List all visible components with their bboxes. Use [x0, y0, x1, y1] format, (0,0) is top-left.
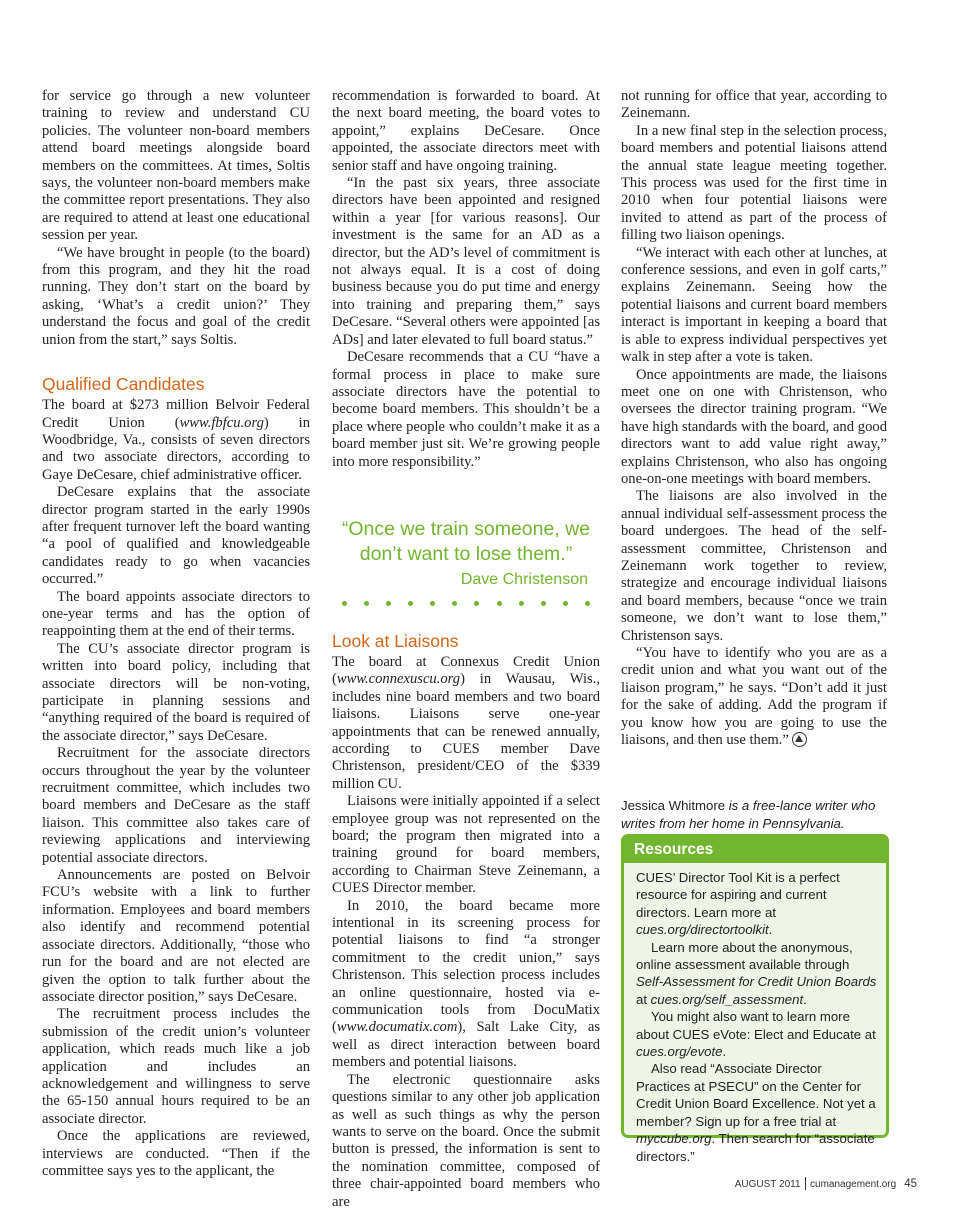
paragraph: for service go through a new volunteer training to review and understand CU policies. The volunteer non-board members attend board meetings alongside board members on the committees. At times, Soltis says, the volunteer non-board members make the committee report presentations. They also are required to attend at least one educational session per year.	[42, 88, 310, 244]
paragraph: Once appointments are made, the liaisons meet one on one with Christenson, who oversees the director training program. “We have high standards with the board, and good directors want to add value right away,” explains Christenson, who also has ongoing one-on-one meetings with board members.	[621, 366, 887, 487]
pull-quote: “Once we train someone, we don’t want to lose them.”	[341, 517, 591, 565]
resources-title: Resources	[624, 837, 886, 863]
dot-divider	[342, 601, 590, 606]
publication-title: Self-Assessment for Credit Union Boards	[636, 974, 877, 990]
resources-box	[621, 834, 889, 1164]
website: cumanagement.org	[810, 1179, 897, 1190]
author-name: Jessica Whitmore	[621, 798, 726, 814]
url-text: cues.org/directortoolkit	[636, 922, 769, 938]
paragraph: The liaisons are also involved in the annual individual self-assessment process the board undergoes. The head of the self-assessment committee, Christenson and Zeinemann work together to review, strategize and encourage individual liaisons and board members, because “once we train someone, we don’t want to lose them,” Christenson says.	[621, 488, 887, 644]
column-1	[42, 88, 310, 1180]
page-footer	[735, 1177, 917, 1192]
paragraph: In 2010, the board became more intentional in its screening process for potential liaisons to find “a stronger commitment to the credit union,” says Christenson. This selection process includes an online questionnaire, hosted via e-communication tools from DocuMatix (www.documatix.com), Salt Lake City, as well as direct interaction between board members and potential liaisons.	[332, 897, 600, 1071]
paragraph: DeCesare recommends that a CU “have a formal process in place to make sure associate directors have the potential to become board members. This shouldn’t be a place where people who couldn’t make it as a board member just sit. We’re growing people into more responsibility.”	[332, 349, 600, 470]
end-of-article-icon	[792, 732, 807, 747]
paragraph: “In the past six years, three associate directors have been appointed and resigned within a year [for various reasons]. Our investment is the same for an AD as a director, but the AD’s level of commitment is not always equal. It is a cost of doing business because you do put time and energy into training and preparing them,” says DeCesare. “Several others were appointed [as ADs] and later elevated to full board status.”	[332, 175, 600, 348]
paragraph: The board at Connexus Credit Union (www.connexuscu.org) in Wausau, Wis., includes nine board members and two board liaisons. Liaisons serve one-year appointments that can be renewed annually, according to CUES member Dave Christenson, president/CEO of the $339 million CU.	[332, 653, 600, 792]
resource-item: CUES’ Director Tool Kit is a perfect resource for aspiring and current directors. Learn more at cues.org/directortoolkit.	[636, 870, 840, 938]
pull-quote-attribution: Dave Christenson	[460, 570, 588, 588]
paragraph: Liaisons were initially appointed if a select employee group was not represented on the board; the program then migrated into a training ground for board members, according to Chairman Steve Zeinemann, a CUES Director member.	[332, 793, 600, 897]
column-3	[621, 88, 887, 832]
url-text: myccube.org	[636, 1131, 712, 1147]
resource-item: Learn more about the anonymous, online assessment available through Self-Assessment for Credit Union Boards at cues.org/self_assessment.	[636, 939, 877, 1007]
paragraph: The recruitment process includes the submission of the credit union’s volunteer application, which reads much like a job application and includes an acknowledgement and willingness to serve the 65-150 annual hours required to be an associate director.	[42, 1006, 310, 1127]
paragraph: Recruitment for the associate directors occurs throughout the year by the volunteer recruitment committee, which includes two board members and DeCesare as the staff liaison. This committee also takes care of reviewing applications and interviewing potential associate directors.	[42, 745, 310, 866]
paragraph: The electronic questionnaire asks questions similar to any other job application as well as such things as why the person wants to serve on the board. Once the submit button is pressed, the information is sent to the nomination committee, composed of three chair-appointed board members who are	[332, 1071, 600, 1210]
author-bio: Jessica Whitmore is a free-lance writer who writes from her home in Pennsylvania.	[621, 798, 876, 831]
paragraph: “We interact with each other at lunches, at conference sessions, and even in golf carts,” explains Zeinemann. Seeing how the potential liaisons and current board members interact is important in keeping a board that is able to express individual perspectives yet walk in step after a vote is taken.	[621, 244, 887, 366]
column-2	[332, 88, 600, 1211]
resource-item: Also read “Associate Director Practices at PSECU” on the Center for Credit Union Board Excellence. Not yet a member? Sign up for a free trial at myccube.org. Then search for “associate directors.”	[636, 1061, 876, 1164]
page-number: 45	[904, 1178, 917, 1190]
url-text: cues.org/evote	[636, 1044, 723, 1060]
paragraph: DeCesare explains that the associate director program started in the early 1990s after frequent turnover left the board wanting “a pool of qualified and knowledgeable candidates ready to go when vacancies occurred.”	[42, 484, 310, 588]
paragraph: not running for office that year, according to Zeinemann.	[621, 88, 887, 122]
url-text: www.fbfcu.org	[179, 414, 264, 431]
divider	[805, 1177, 807, 1190]
resources-body	[624, 863, 886, 1165]
url-text: www.documatix.com	[336, 1019, 458, 1036]
paragraph: recommendation is forwarded to board. At the next board meeting, the board votes to appoint,” explains DeCesare. Once appointed, the associate directors meet with senior staff and have ongoing training.	[332, 88, 600, 174]
resource-item: You might also want to learn more about CUES eVote: Elect and Educate at cues.org/evote.	[636, 1009, 876, 1060]
paragraph: Once the applications are reviewed, interviews are conducted. “Then if the committee says yes to the applicant, the	[42, 1128, 310, 1179]
issue-date: AUGUST 2011	[734, 1179, 801, 1190]
paragraph: The board appoints associate directors to one-year terms and has the option of reappointing them at the end of their terms.	[42, 588, 310, 640]
paragraph: The CU’s associate director program is written into board policy, including that associate directors will be non-voting, participate in planning sessions and “anything required of the board is required of the associate director,” says DeCesare.	[42, 640, 310, 744]
paragraph: “You have to identify who you are as a credit union and what you want out of the liaison program,” he says. “Don’t add it just for the sake of adding. Add the program if you know how you are going to use the liaisons, and then use them.”	[621, 645, 887, 749]
url-text: cues.org/self_assessment	[650, 991, 804, 1007]
section-heading-qualified-candidates: Qualified Candidates	[42, 374, 205, 395]
paragraph: Announcements are posted on Belvoir FCU’s website with a link to further information. Employees and board members also identify and recommend potential associate directors. Additionally, “those who run for the board and are not elected are given the option to talk further about the associate director position,” says DeCesare.	[42, 867, 310, 1005]
url-text: www.connexuscu.org	[336, 671, 461, 688]
paragraph: “We have brought in people (to the board) from this program, and they hit the road running. They don’t start on the board by asking, ‘What’s a credit union?’ They understand the focus and goal of the credit union from the start,” says Soltis.	[42, 244, 310, 348]
paragraph: In a new final step in the selection process, board members and potential liaisons attend the annual state league meeting together. This process was used for the first time in 2010 when four potential liaisons were invited to attend as part of the process of filling two liaison openings.	[621, 122, 887, 244]
section-heading-look-at-liaisons: Look at Liaisons	[332, 630, 459, 651]
paragraph: The board at $273 million Belvoir Federal Credit Union (www.fbfcu.org) in Woodbridge, Va., consists of seven directors and two associate directors, according to Gaye DeCesare, chief administrative officer.	[42, 397, 310, 483]
